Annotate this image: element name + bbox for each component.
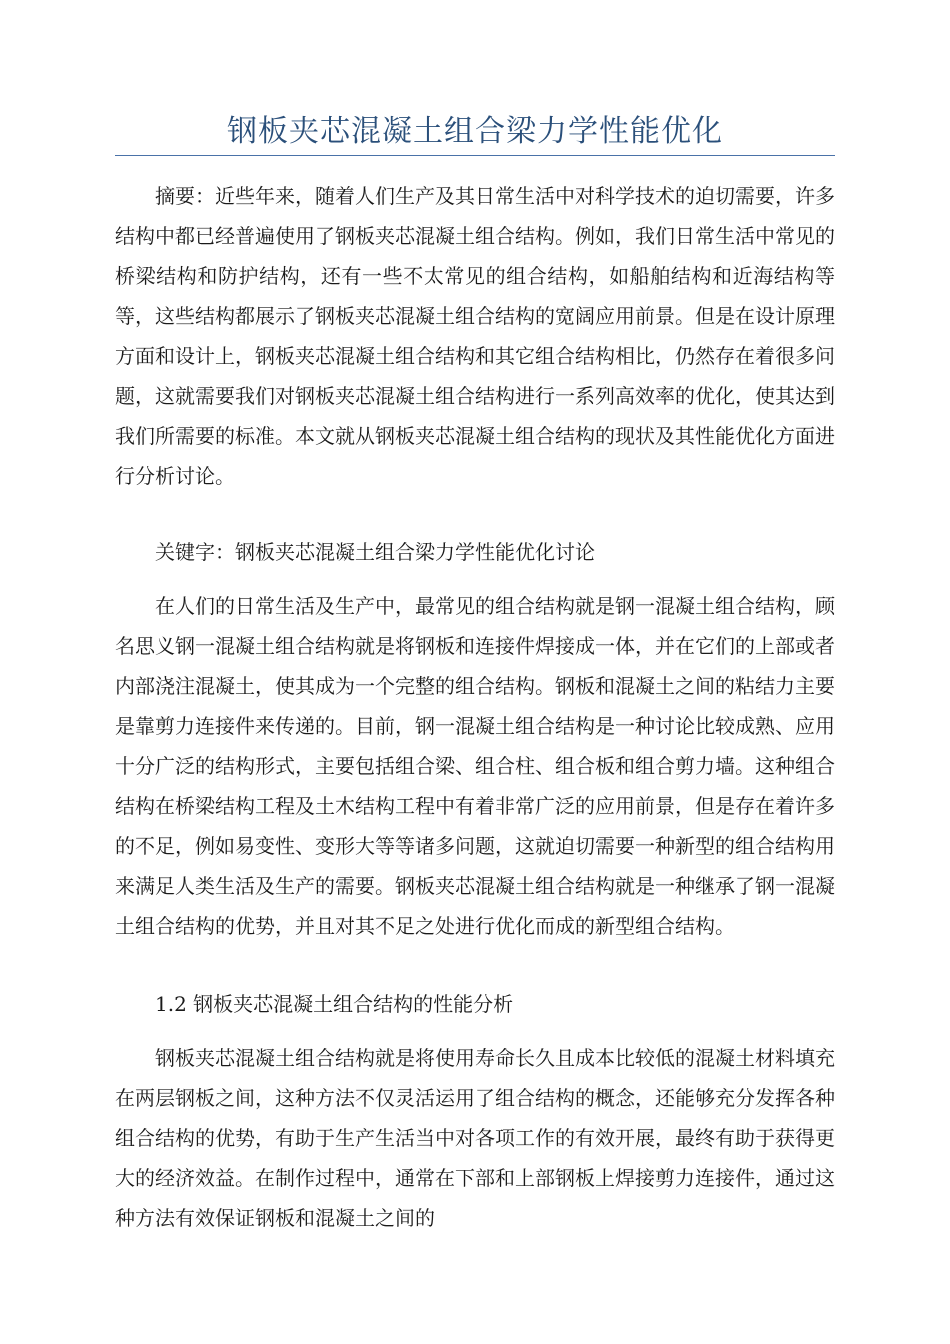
document-title: 钢板夹芯混凝土组合梁力学性能优化 — [227, 114, 723, 149]
section-heading: 1.2 钢板夹芯混凝土组合结构的性能分析 — [155, 992, 514, 1016]
analysis-paragraph: 钢板夹芯混凝土组合结构就是将使用寿命长久且成本比较低的混凝土材料填充在两层钢板之间，这种方法不仅灵活运用了组合结构的概念，还能够充分发挥各种组合结构的优势，有助于生产生活当中对各项工作的有效开展，最终有助于获得更大的经济效益。在制作过程中，通常在下部和上部钢板上焊接剪力连接件，通过这种方法有效保证钢板和混凝土之间的 — [115, 1046, 835, 1230]
intro-paragraph: 在人们的日常生活及生产中，最常见的组合结构就是钢一混凝土组合结构，顾名思义钢一混凝土组合结构就是将钢板和连接件焊接成一体，并在它们的上部或者内部浇注混凝土，使其成为一个完整的组合结构。钢板和混凝土之间的粘结力主要是靠剪力连接件来传递的。目前，钢一混凝土组合结构是一种讨论比较成熟、应用十分广泛的结构形式，主要包括组合梁、组合柱、组合板和组合剪力墙。这种组合结构在桥梁结构工程及土木结构工程中有着非常广泛的应用前景，但是存在着许多的不足，例如易变性、变形大等等诸多问题，这就迫切需要一种新型的组合结构用来满足人类生活及生产的需要。钢板夹芯混凝土组合结构就是一种继承了钢一混凝土组合结构的优势，并且对其不足之处进行优化而成的新型组合结构。 — [115, 594, 835, 938]
title-underline — [115, 155, 835, 156]
abstract-paragraph: 摘要：近些年来，随着人们生产及其日常生活中对科学技术的迫切需要，许多结构中都已经普遍使用了钢板夹芯混凝土组合结构。例如，我们日常生活中常见的桥梁结构和防护结构，还有一些不太常见的组合结构，如船舶结构和近海结构等等，这些结构都展示了钢板夹芯混凝土组合结构的宽阔应用前景。但是在设计原理方面和设计上，钢板夹芯混凝土组合结构和其它组合结构相比，仍然存在着很多问题，这就需要我们对钢板夹芯混凝土组合结构进行一系列高效率的优化，使其达到我们所需要的标准。本文就从钢板夹芯混凝土组合结构的现状及其性能优化方面进行分析讨论。 — [115, 184, 835, 488]
keywords-paragraph: 关键字：钢板夹芯混凝土组合梁力学性能优化讨论 — [155, 540, 595, 564]
